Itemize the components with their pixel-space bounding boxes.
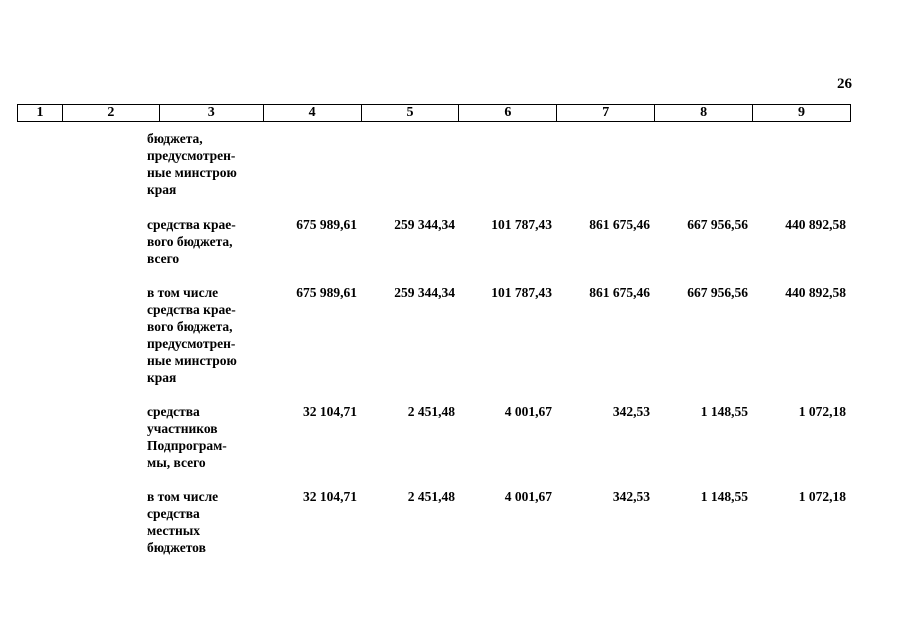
column-header-2: 2 [63,105,160,121]
desc-line: участников [147,421,218,436]
column-header-4: 4 [264,105,362,121]
desc-line: ные минстрою [147,353,237,368]
desc-line: Подпрограм- [147,438,227,453]
desc-line: средства крае- [147,302,236,317]
table-cell-col8: 1 148,55 [700,489,748,504]
table-cell-col5: 2 451,48 [407,404,455,419]
table-cell-col7: 861 675,46 [589,217,650,232]
row-description [147,403,243,471]
table-cell-col7: 342,53 [612,489,650,504]
table-cell-col7: 861 675,46 [589,285,650,300]
table-cell-col6: 101 787,43 [491,285,552,300]
desc-line: края [147,182,177,197]
table-cell-col9: 440 892,58 [785,217,846,232]
table-cell-col9: 1 072,18 [798,489,846,504]
desc-line: средства крае- [147,217,236,232]
page-number: 26 [837,76,852,92]
table-cell-col4: 32 104,71 [303,489,357,504]
table-cell-col6: 4 001,67 [504,489,552,504]
desc-line: бюджетов [147,540,206,555]
row-description [147,216,243,267]
column-header-6: 6 [459,105,557,121]
table-cell-col6: 4 001,67 [504,404,552,419]
desc-line: бюджета, [147,131,203,146]
desc-line: средства [147,404,200,419]
row-description [147,488,243,556]
column-header-9: 9 [798,105,806,120]
column-header-8: 8 [655,105,753,121]
table-cell-col8: 667 956,56 [687,285,748,300]
desc-line: ные минстрою [147,165,237,180]
table-header-row [17,104,851,122]
column-header-1: 1 [18,105,63,121]
column-header-7: 7 [557,105,655,121]
desc-line: предусмотрен- [147,148,236,163]
column-header-3: 3 [160,105,264,121]
desc-line: в том числе [147,489,219,504]
desc-line: края [147,370,177,385]
desc-line: местных [147,523,201,538]
table-cell-col9: 1 072,18 [798,404,846,419]
desc-line: в том числе [147,285,219,300]
desc-line: мы, всего [147,455,206,470]
table-cell-col4: 675 989,61 [296,217,357,232]
table-cell-col8: 1 148,55 [700,404,748,419]
table-cell-col5: 259 344,34 [394,285,455,300]
table-cell-col6: 101 787,43 [491,217,552,232]
row-description [147,284,243,386]
table-cell-col5: 259 344,34 [394,217,455,232]
table-cell-col5: 2 451,48 [407,489,455,504]
desc-line: средства [147,506,200,521]
table-cell-col4: 675 989,61 [296,285,357,300]
table-cell-col4: 32 104,71 [303,404,357,419]
table-cell-col8: 667 956,56 [687,217,748,232]
desc-line: вого бюджета, [147,234,233,249]
table-cell-col7: 342,53 [612,404,650,419]
table-cell-col9: 440 892,58 [785,285,846,300]
desc-line: всего [147,251,180,266]
row-description [147,130,243,198]
column-header-5: 5 [362,105,460,121]
desc-line: предусмотрен- [147,336,236,351]
desc-line: вого бюджета, [147,319,233,334]
